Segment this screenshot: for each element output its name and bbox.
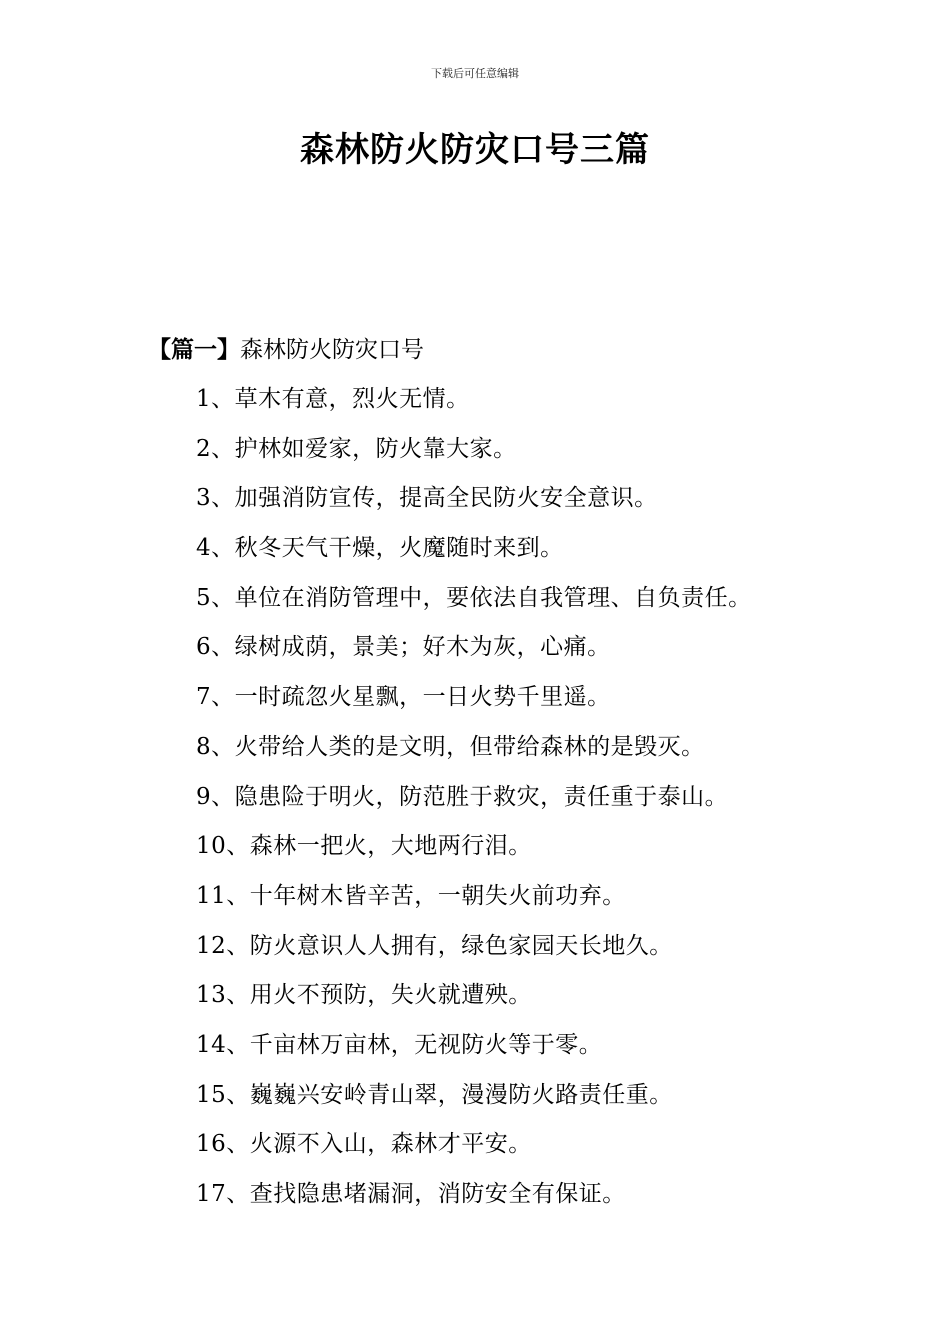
slogan-item: 12、防火意识人人拥有，绿色家园天长地久。 (196, 932, 673, 959)
slogan-item: 1、草木有意，烈火无情。 (196, 386, 470, 412)
slogan-item: 5、单位在消防管理中，要依法自我管理、自负责任。 (196, 584, 752, 611)
slogan-item: 11、十年树木皆辛苦，一朝失火前功弃。 (196, 882, 626, 909)
section-label: 【篇一】 (148, 336, 240, 363)
section-heading-text: 森林防火防灾口号 (240, 337, 424, 363)
document-title: 森林防火防灾口号三篇 (300, 130, 650, 170)
slogan-item: 9、隐患险于明火，防范胜于救灾，责任重于泰山。 (196, 783, 729, 810)
slogan-item: 3、加强消防宣传，提高全民防火安全意识。 (196, 485, 658, 512)
slogan-list (196, 379, 752, 1224)
slogan-item: 2、护林如爱家，防火靠大家。 (196, 435, 517, 462)
slogan-item: 6、绿树成荫，景美；好木为灰，心痛。 (196, 634, 611, 661)
slogan-item: 15、巍巍兴安岭青山翠，漫漫防火路责任重。 (196, 1081, 673, 1108)
slogan-item: 10、森林一把火，大地两行泪。 (196, 833, 532, 860)
section-heading (148, 330, 424, 370)
slogan-item: 14、千亩林万亩林，无视防火等于零。 (196, 1031, 603, 1058)
slogan-item: 7、一时疏忽火星飘，一日火势千里遥。 (196, 684, 611, 711)
slogan-item: 13、用火不预防，失火就遭殃。 (196, 982, 532, 1009)
slogan-item: 4、秋冬天气干燥，火魔随时来到。 (196, 535, 564, 562)
slogan-item: 16、火源不入山，森林才平安。 (196, 1131, 532, 1158)
header-note: 下载后可任意编辑 (431, 67, 519, 80)
slogan-item: 17、查找隐患堵漏洞，消防安全有保证。 (196, 1181, 626, 1207)
slogan-item: 8、火带给人类的是文明，但带给森林的是毁灭。 (196, 733, 705, 760)
